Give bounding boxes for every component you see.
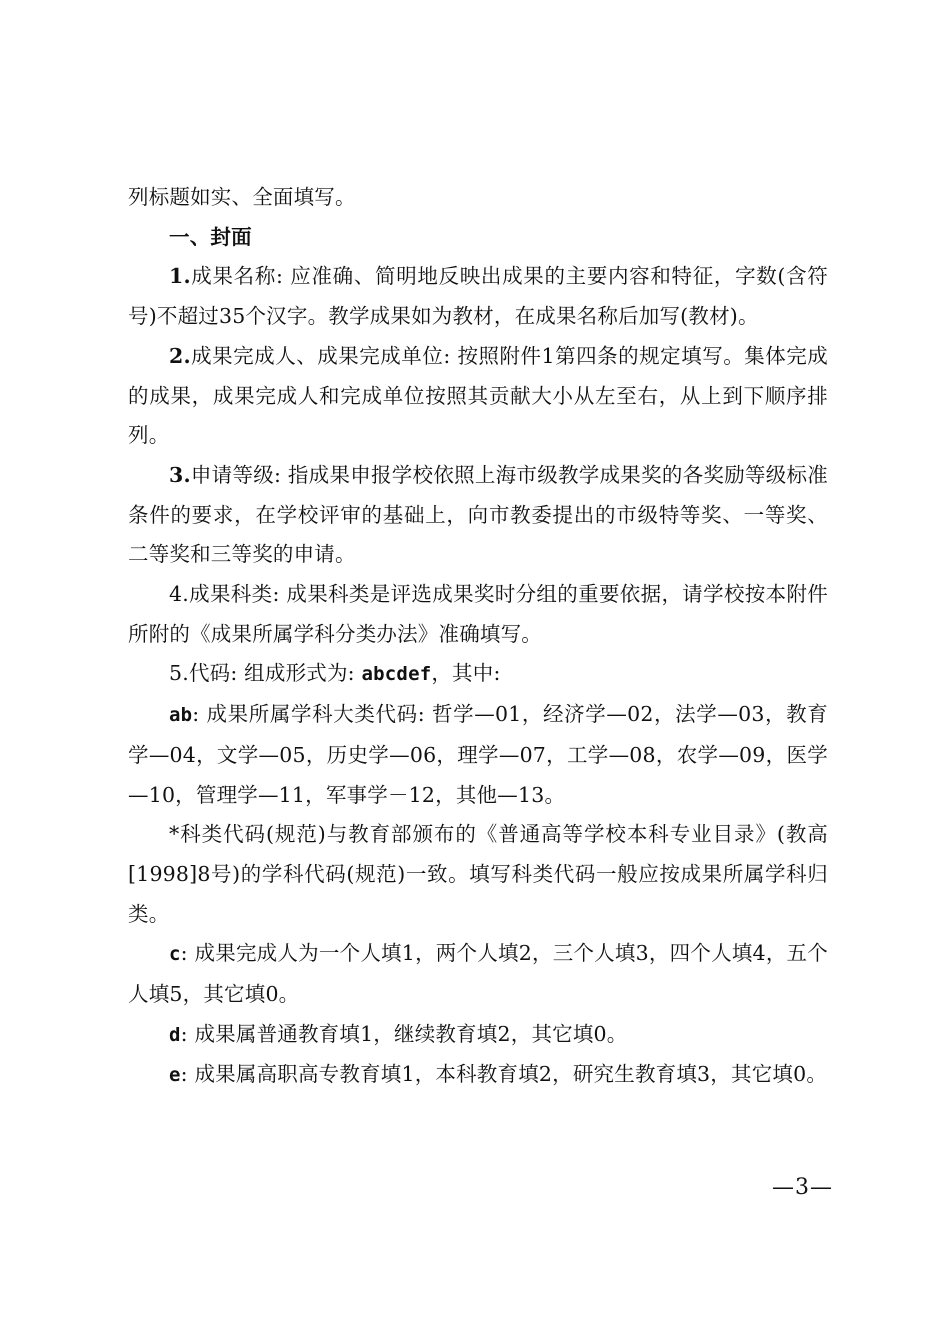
code-part-d (128, 1015, 828, 1056)
item-number: 1. (169, 264, 191, 289)
page-number: —3— (772, 1175, 833, 1200)
section-heading: 一、封面 (169, 224, 252, 249)
code-key: d (169, 1023, 181, 1046)
code-key: e (169, 1064, 181, 1087)
code-part-c (128, 934, 828, 1014)
code-note: *科类代码(规范)与教育部颁布的《普通高等学校本科专业目录》(教高[1998]8号)的学科代码(规范)一致。填写科类代码一般应按成果所属学科归类。 (128, 822, 828, 926)
code-key: ab (169, 704, 193, 727)
code-part-e (128, 1055, 828, 1096)
code-part-text: : 成果属高职高专教育填1，本科教育填2，研究生教育填3，其它填0。 (180, 1062, 828, 1087)
item-code (128, 654, 828, 695)
item-text: 申请等级: 指成果申报学校依照上海市级教学成果奖的各奖励等级标准条件的要求，在学校评审的基础上，向市教委提出的市级特等奖、一等奖、二等奖和三等奖的申请。 (128, 462, 828, 567)
code-part-ab (128, 695, 828, 815)
item-text: 成果科类: 成果科类是评选成果奖时分组的重要依据，请学校按本附件所附的《成果所属学科分类办法》准确填写。 (128, 582, 828, 646)
code-part-text: : 成果所属学科大类代码: 哲学—01，经济学—02，法学—03，教育学—04，文学—05，历史学—06，理学—07，工学—08，农学—09，医学—10，管理学—11，军事学－12，其他—13。 (128, 702, 828, 807)
item-discipline (128, 575, 828, 654)
item-number: 3. (169, 462, 191, 487)
item-award-level (128, 456, 828, 575)
code-suffix: ，其中: (431, 661, 501, 686)
item-text: 成果完成人、成果完成单位: 按照附件1第四条的规定填写。集体完成的成果，成果完成人和完成单位按照其贡献大小从左至右，从上到下顺序排列。 (128, 343, 828, 448)
item-cover-name (128, 257, 828, 336)
code-part-text: : 成果完成人为一个人填1，两个人填2，三个人填3，四个人填4，五个人填5，其它填0。 (128, 941, 828, 1007)
document-body (128, 178, 828, 1096)
code-format: abcdef (361, 663, 432, 686)
item-number: 2. (169, 343, 191, 368)
continuation-line: 列标题如实、全面填写。 (128, 185, 356, 209)
code-part-text: : 成果属普通教育填1，继续教育填2，其它填0。 (180, 1021, 628, 1046)
item-completers (128, 337, 828, 456)
code-key: c (169, 943, 181, 966)
code-prefix: 5.代码: 组成形式为: (169, 661, 362, 686)
item-text: 成果名称: 应准确、简明地反映出成果的主要内容和特征，字数(含符号)不超过35个汉字。教学成果如为教材，在成果名称后加写(教材)。 (128, 264, 828, 329)
item-number: 4. (169, 582, 189, 607)
